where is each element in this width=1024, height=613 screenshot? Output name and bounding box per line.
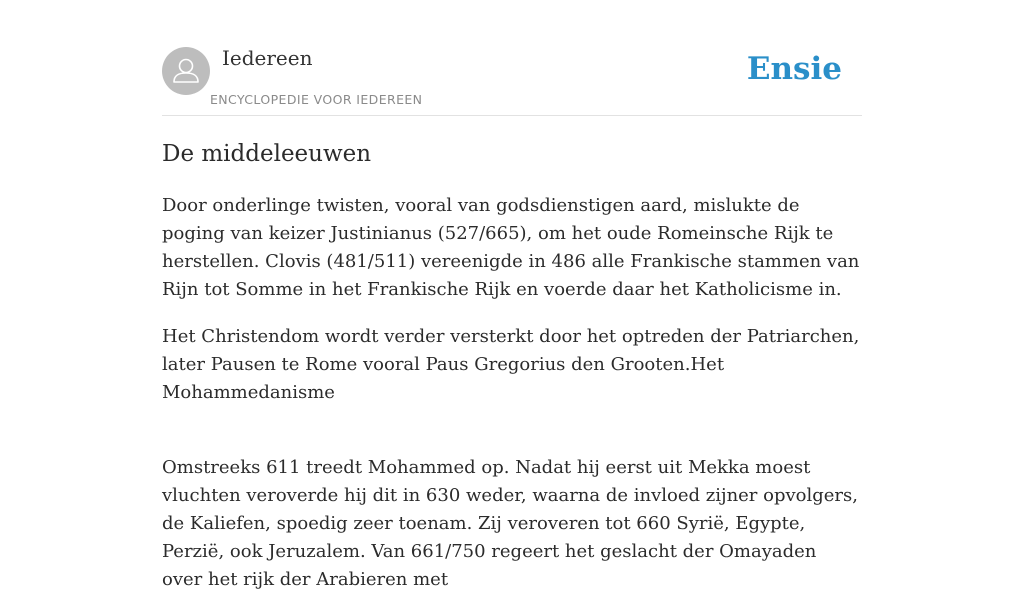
article-title: De middeleeuwen [162,141,372,167]
article-paragraph: Het Christendom wordt verder versterkt door het optreden der Patriarchen, later Pausen te Rome vooral Paus Gregorius den Grooten.Het Mohammedanisme [162,326,860,403]
article-header [162,0,862,116]
article-page [162,0,862,590]
author-tagline: ENCYCLOPEDIE VOOR IEDEREEN [210,92,423,107]
brand-logo[interactable]: Ensie [746,51,842,87]
article-paragraph: Omstreeks 611 treedt Mohammed op. Nadat hij eerst uit Mekka moest vluchten veroverde hij dit in 630 weder, waarna de invloed zijner opvolgers, de Kaliefen, spoedig zeer toenam. Zij veroveren tot 660 Syrië, Egypte, Perzië, ook Jeruzalem. Van 661/750 regeert het geslacht der Omayaden over het rijk der Arabieren met [162,457,858,590]
user-silhouette-icon [162,47,210,95]
paragraph-gap [162,426,862,454]
article-paragraph: Door onderlinge twisten, vooral van godsdienstigen aard, mislukte de poging van keizer Justinianus (527/665), om het oude Romeinsche Rijk te herstellen. Clovis (481/511) vereenigde in 486 alle Frankische stammen van Rijn tot Somme in het Frankische Rijk en voerde daar het Katholicisme in. [162,195,860,300]
author-name[interactable]: Iedereen [222,46,313,70]
author-avatar[interactable] [162,47,210,95]
article-body [162,192,862,613]
